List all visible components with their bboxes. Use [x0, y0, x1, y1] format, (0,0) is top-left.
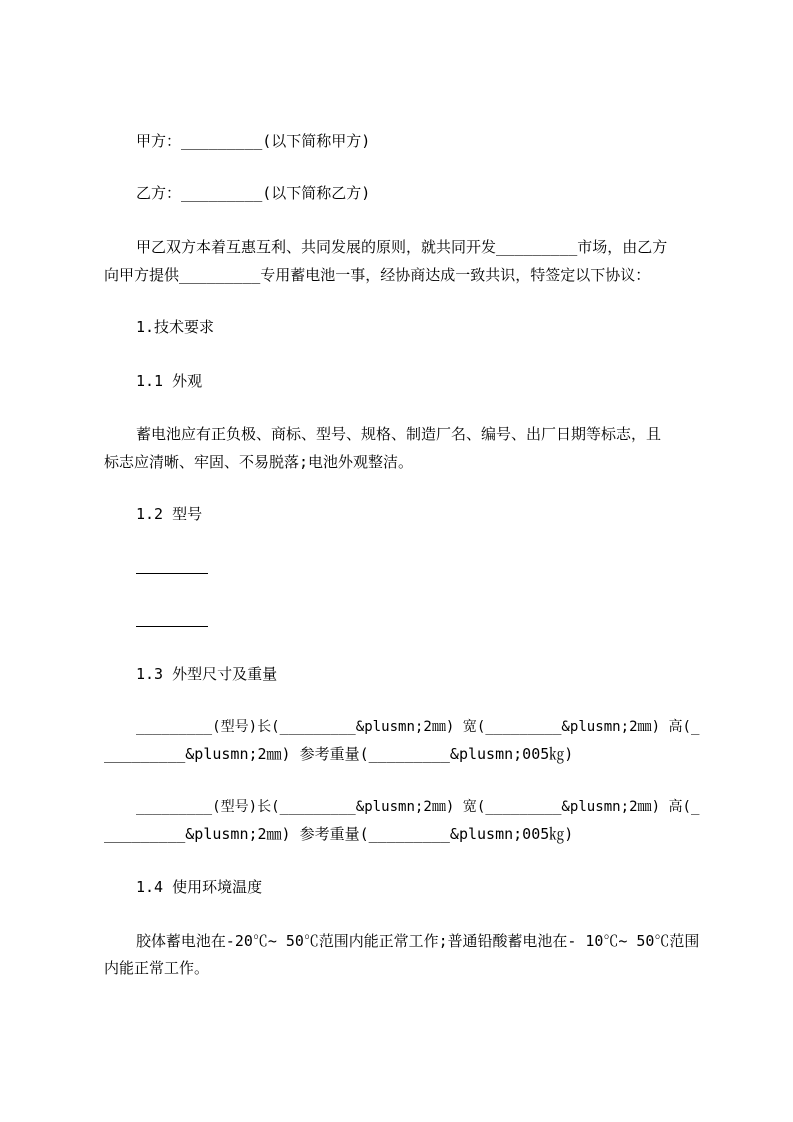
section-1-1-heading: 1.1 外观	[136, 372, 203, 390]
dimension-spec-1-line-1: _________(型号)长(_________&plusmn;2㎜) 宽(_________&plusmn;2㎜) 高(_	[136, 719, 700, 735]
dimension-spec-1-line-2: _________&plusmn;2㎜) 参考重量(_________&plusmn;005㎏)	[104, 745, 574, 763]
appearance-paragraph-line-2: 标志应清晰、牢固、不易脱落;电池外观整洁。	[104, 453, 414, 471]
model-blank-line-2	[136, 626, 208, 627]
section-1-2-heading: 1.2 型号	[136, 505, 203, 523]
model-blank-line-1	[136, 573, 208, 574]
temperature-paragraph-line-1: 胶体蓄电池在-20℃~ 50℃范围内能正常工作;普通铅酸蓄电池在- 10℃~ 50℃范围	[136, 932, 700, 950]
dimension-spec-2-line-1: _________(型号)长(_________&plusmn;2㎜) 宽(_________&plusmn;2㎜) 高(_	[136, 799, 700, 815]
section-1-4-heading: 1.4 使用环境温度	[136, 878, 263, 896]
appearance-paragraph-line-1: 蓄电池应有正负极、商标、型号、规格、制造厂名、编号、出厂日期等标志，且	[136, 425, 662, 443]
intro-paragraph-line-1: 甲乙双方本着互惠互利、共同发展的原则，就共同开发_________市场，由乙方	[136, 238, 668, 256]
party-a-line: 甲方：_________(以下简称甲方)	[136, 132, 371, 150]
dimension-spec-2-line-2: _________&plusmn;2㎜) 参考重量(_________&plusmn;005㎏)	[104, 825, 574, 843]
section-1-heading: 1.技术要求	[136, 318, 215, 336]
party-b-line: 乙方：_________(以下简称乙方)	[136, 184, 371, 202]
intro-paragraph-line-2: 向甲方提供_________专用蓄电池一事，经协商达成一致共识，特签定以下协议：	[104, 266, 651, 284]
section-1-3-heading: 1.3 外型尺寸及重量	[136, 665, 278, 683]
temperature-paragraph-line-2: 内能正常工作。	[104, 959, 210, 977]
